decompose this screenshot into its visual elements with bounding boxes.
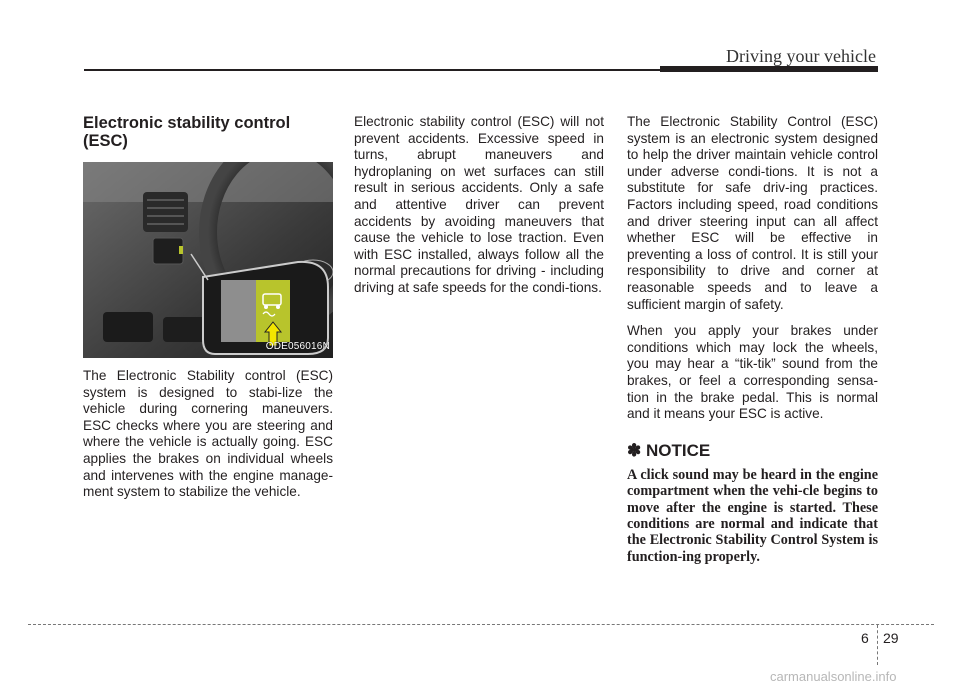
esc-intro-paragraph: The Electronic Stability control (ESC) system is designed to stabi-lize the vehicle during cornering maneuvers. ESC checks where you are steering and where the vehicle is actually going. ESC applies the brakes on individual wheels and intervenes with the engine manage-ment system to stabilize the vehicle.	[83, 368, 333, 500]
esc-warning-paragraph: Electronic stability control (ESC) will not prevent accidents. Excessive speed in turns, abrupt maneuvers and hydroplaning on wet surfaces can still result in serious accidents. Only a safe and attentive driver can prevent accidents by avoiding maneuvers that cause the vehicle to lose traction. Even with ESC installed, always follow all the normal precautions for driving - including driving at safe speeds for the condi-tions.	[354, 114, 604, 295]
esc-heading-line1: Electronic stability control	[83, 114, 291, 132]
header-rule	[84, 69, 660, 71]
dashboard-illustration	[83, 162, 333, 358]
esc-switch-figure	[83, 162, 333, 358]
footer-divider	[877, 625, 878, 665]
esc-heading-line2: (ESC)	[83, 132, 128, 150]
chapter-number: 6	[861, 630, 869, 646]
column-2	[354, 114, 604, 307]
figure-code: ODE056016N	[265, 341, 330, 353]
notice-title: ✽ NOTICE	[627, 440, 711, 460]
column-3	[627, 114, 878, 575]
section-title: Driving your vehicle	[726, 46, 876, 66]
header-rule-accent	[660, 66, 878, 72]
esc-brake-paragraph: When you apply your brakes under conditions which may lock the wheels, you may hear a “tik-tik” sound from the brakes, or feel a corresponding sensa-tion in the brake pedal. This is normal and it means your ESC is active.	[627, 323, 878, 422]
esc-heading	[83, 114, 333, 150]
footer-rule	[28, 624, 934, 625]
esc-description-paragraph: The Electronic Stability Control (ESC) system is an electronic system designed to help the driver maintain vehicle control under adverse condi-tions. It is not a substitute for safe driv-ing practices. Factors including speed, road conditions and driver steering input can all affect whether ESC will be effective in preventing a loss of control. It is still your responsibility to drive and corner at reasonable speeds and to leave a sufficient margin of safety.	[627, 114, 878, 312]
notice-body: A click sound may be heard in the engine compartment when the vehi-cle begins to move after the engine is started. These conditions are normal and indicate that the Electronic Stability Control System is function-ing properly.	[627, 466, 878, 565]
watermark-link[interactable]: carmanualsonline.info	[770, 669, 897, 684]
page-number: 29	[883, 630, 899, 646]
column-1	[83, 114, 333, 511]
